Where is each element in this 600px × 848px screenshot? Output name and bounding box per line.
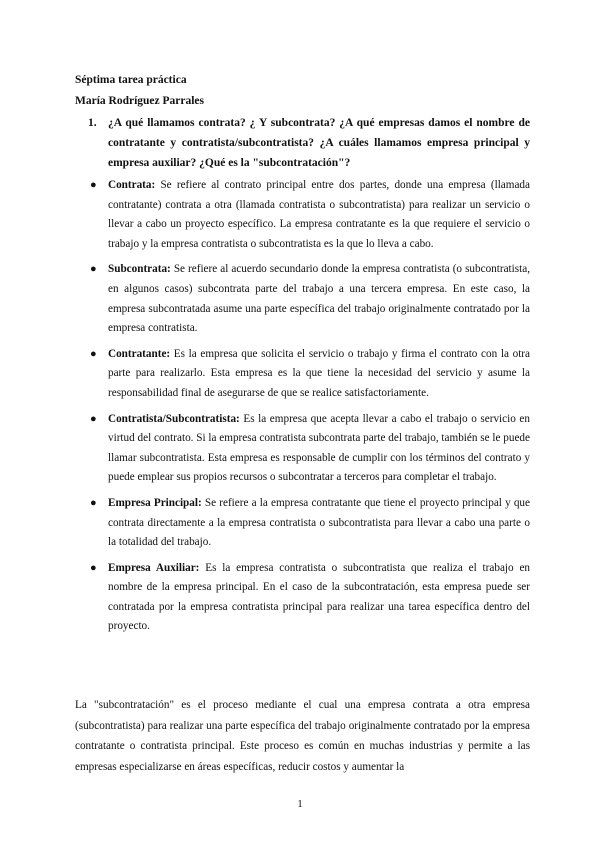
definition-term: Contratista/Subcontratista: <box>108 412 240 425</box>
definition-text: Es la empresa que acepta llevar a cabo el trabajo o servicio en virtud del contrato. Si la empresa contratista subcontrata parte del trabajo, también se le puede llamar subcontratista. Esta empresa es responsable de cumplir con los términos del contrato y puede emplear sus propios recursos o subcontratar a terceros para completar el trabajo. <box>108 412 530 484</box>
definition-item-contratante <box>88 345 530 404</box>
bullet-icon: ● <box>90 263 97 276</box>
definition-item-contratista <box>88 410 530 488</box>
definition-term: Contratante: <box>108 347 171 360</box>
definition-text: Es la empresa contratista o subcontratista que realiza el trabajo en nombre de la empresa principal. En el caso de la subcontratación, esta empresa puede ser contratada por la empresa contratista principal para realizar una tarea específica dentro del proyecto. <box>108 561 530 633</box>
definition-term: Contrata: <box>108 179 156 191</box>
definition-text: Se refiere al contrato principal entre dos partes, donde una empresa (llamada contratante) contrata a otra (llamada contratista o subcontratista) para realizar un servicio o llevar a cabo un proyecto específico. La empresa contratante es la que requiere el servicio o trabajo y la empresa contratista o subcontratista es la que lo lleva a cabo. <box>108 179 530 250</box>
definition-item-contrata <box>88 176 530 254</box>
question-item <box>88 113 530 173</box>
definition-text: Se refiere al acuerdo secundario donde la empresa contratista (o subcontratista, en algunos casos) subcontrata parte del trabajo a una tercera empresa. En este caso, la empresa subcontratada asume una parte específica del trabajo originalmente contratado por la empresa contratista. <box>108 263 530 335</box>
bullet-icon: ● <box>90 347 97 360</box>
bullet-icon: ● <box>90 179 97 191</box>
page-number: 1 <box>297 798 303 810</box>
definition-term: Empresa Principal: <box>108 496 202 509</box>
definition-text: Se refiere a la empresa contratante que tiene el proyecto principal y que contrata directamente a la empresa contratista o subcontratista para llevar a cabo una parte o la totalidad del trabajo. <box>108 496 530 549</box>
bullet-icon: ● <box>90 412 97 425</box>
definition-item-empresa-auxiliar <box>88 559 530 637</box>
definition-text: Es la empresa que solicita el servicio o trabajo y firma el contrato con la otra parte para realizarlo. Esta empresa es la que tiene la necesidad del servicio y asume la responsabilidad final de asegurarse de que se realice satisfactoriamente. <box>108 347 530 399</box>
document-author: María Rodríguez Parrales <box>75 95 205 107</box>
definition-item-empresa-principal <box>88 494 530 553</box>
bullet-icon: ● <box>90 561 97 574</box>
question-number: 1. <box>88 117 97 129</box>
bullet-icon: ● <box>90 496 97 509</box>
definition-item-subcontrata <box>88 260 530 338</box>
definition-list <box>88 176 530 643</box>
definition-term: Empresa Auxiliar: <box>108 561 200 574</box>
closing-paragraph: La "subcontratación" es el proceso mediante el cual una empresa contrata a otra empresa (subcontratista) para realizar una parte específica del trabajo originalmente contratado por la empresa contratante o contratista principal. Este proceso es común en muchas industrias y permite a las empresas especializarse en áreas específicas, reducir costos y aumentar la <box>75 699 530 773</box>
question-text: ¿A qué llamamos contrata? ¿ Y subcontrata? ¿A qué empresas damos el nombre de contratante y contratista/subcontratista? ¿A cuáles llamamos empresa principal y empresa auxiliar? ¿Qué es la "subcontratación"? <box>108 117 530 169</box>
document-title: Séptima tarea práctica <box>75 74 187 86</box>
definition-term: Subcontrata: <box>108 263 171 276</box>
